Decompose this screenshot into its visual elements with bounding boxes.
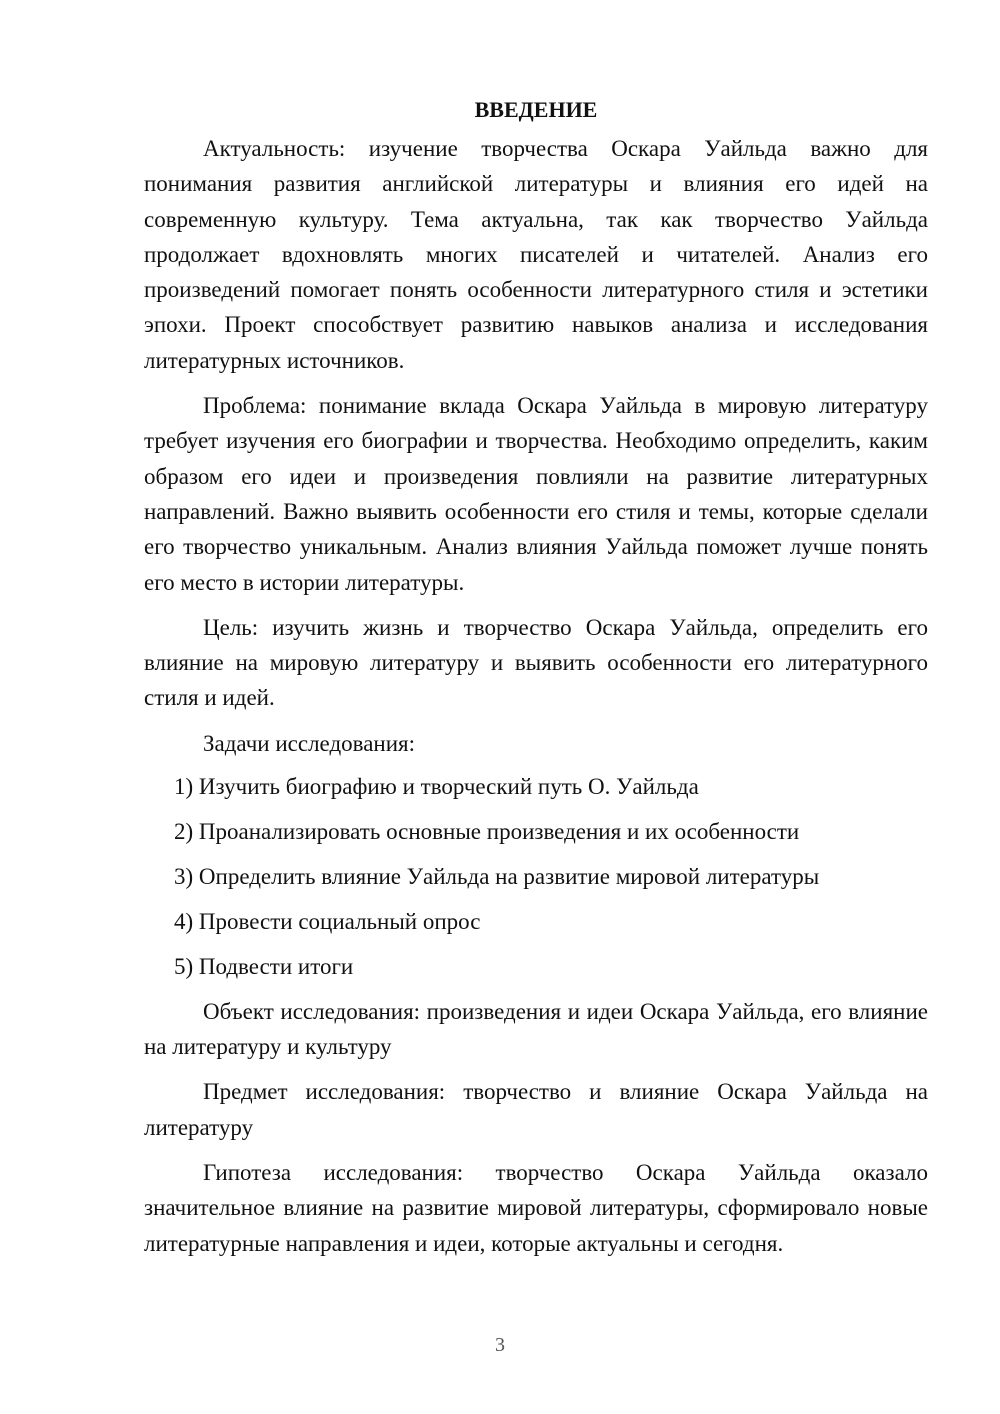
relevance-paragraph: Актуальность: изучение творчества Оскара Уайльда важно для понимания развития английской литературы и влияния его идей на современную культуру. Тема актуальна, так как творчество Уайльда продолжает вдохновлять многих писателей и читателей. Анализ его произведений помогает понять особенности литературного стиля и эстетики эпохи. Проект способствует развитию навыков анализа и исследования литературных источников. bbox=[144, 136, 928, 373]
page-number: 3 bbox=[495, 1334, 505, 1356]
task-item: 4) Провести социальный опрос bbox=[174, 908, 481, 934]
tasks-list bbox=[144, 769, 928, 984]
tasks-heading: Задачи исследования: bbox=[203, 730, 416, 756]
object-paragraph: Объект исследования: произведения и идеи Оскара Уайльда, его влияние на литературу и культуру bbox=[144, 998, 928, 1060]
task-item: 2) Проанализировать основные произведения и их особенности bbox=[174, 818, 800, 844]
goal-paragraph: Цель: изучить жизнь и творчество Оскара Уайльда, определить его влияние на мировую литературу и выявить особенности его литературного стиля и идей. bbox=[144, 614, 928, 711]
task-item: 5) Подвести итоги bbox=[174, 953, 354, 979]
task-item: 1) Изучить биографию и творческий путь О. Уайльда bbox=[174, 773, 699, 799]
document-page bbox=[144, 95, 928, 1271]
task-item: 3) Определить влияние Уайльда на развитие мировой литературы bbox=[174, 863, 820, 889]
problem-paragraph: Проблема: понимание вклада Оскара Уайльда в мировую литературу требует изучения его биографии и творчества. Необходимо определить, каким образом его идеи и произведения повлияли на развитие литературных направлений. Важно выявить особенности его стиля и темы, которые сделали его творчество уникальным. Анализ влияния Уайльда поможет лучше понять его место в истории литературы. bbox=[144, 393, 928, 595]
page-title: ВВЕДЕНИЕ bbox=[474, 97, 598, 122]
hypothesis-paragraph: Гипотеза исследования: творчество Оскара Уайльда оказало значительное влияние на развитие мировой литературы, сформировало новые литературные направления и идеи, которые актуальны и сегодня. bbox=[144, 1159, 928, 1256]
subject-paragraph: Предмет исследования: творчество и влияние Оскара Уайльда на литературу bbox=[144, 1079, 928, 1140]
